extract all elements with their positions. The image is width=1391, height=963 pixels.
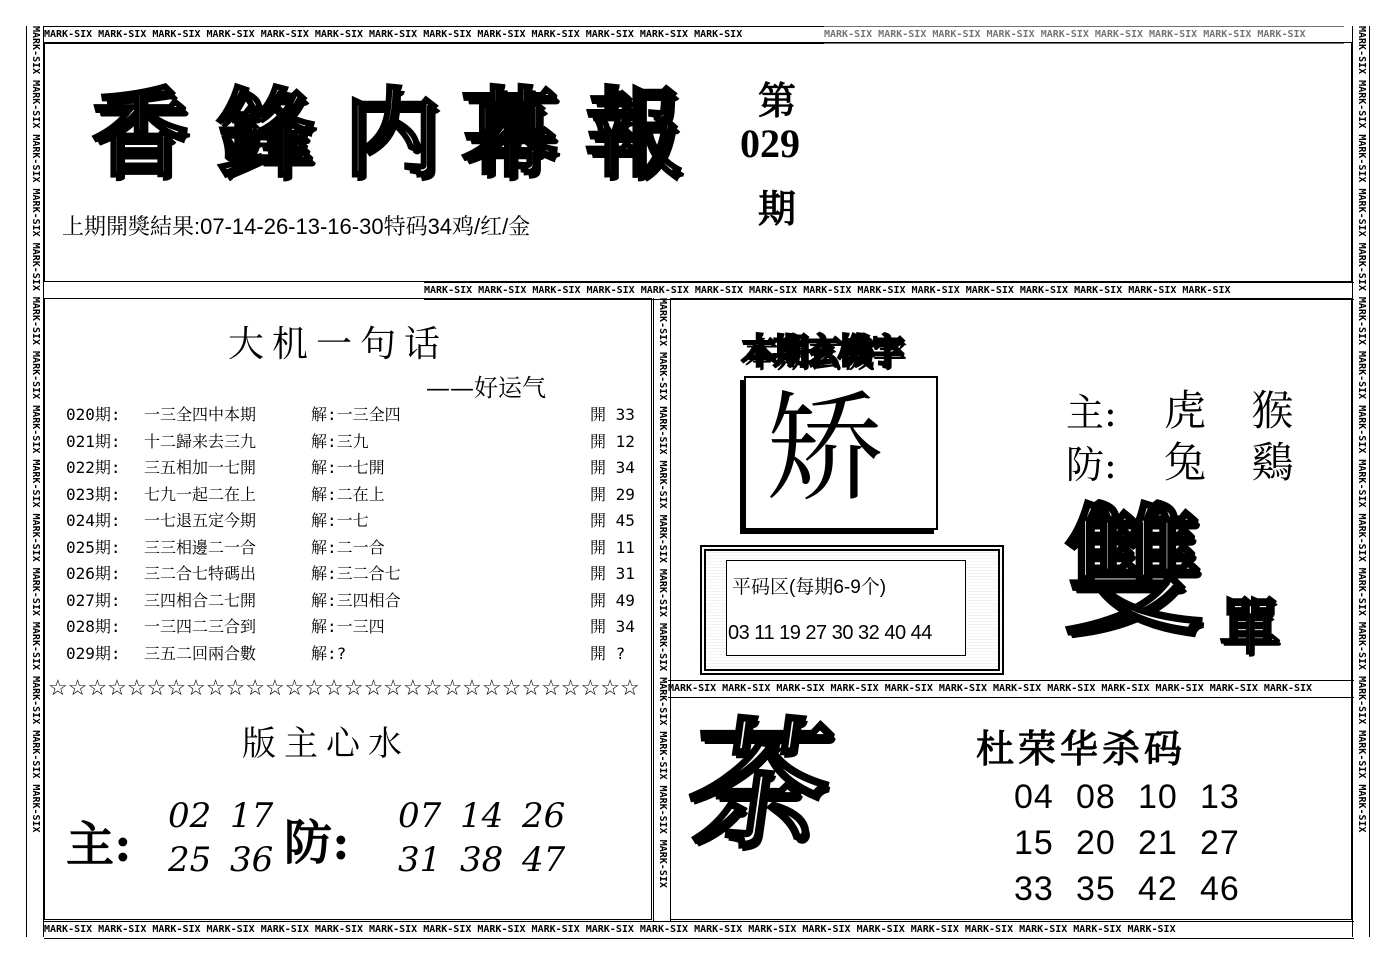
border-label: MARK-SIX (477, 29, 526, 40)
riddle-row (66, 588, 636, 614)
border-label: MARK-SIX (830, 683, 879, 694)
riddle-period: 022期: (66, 458, 121, 477)
issue-suffix: 期 (758, 189, 797, 231)
border-label: MARK-SIX (1182, 285, 1231, 296)
border-label: MARK-SIX (30, 567, 41, 616)
riddle-clue: 一七退五定今期 (144, 511, 257, 530)
border-label: MARK-SIX (586, 285, 635, 296)
riddle-period: 027期: (66, 590, 121, 610)
border-label: MARK-SIX (694, 285, 744, 296)
banzhu-guard-label: 防: (284, 815, 350, 871)
border-label: MARK-SIX (44, 29, 93, 40)
riddle-result: 開 11 (590, 537, 635, 557)
riddle-row (66, 561, 636, 587)
border-label: MARK-SIX (657, 514, 668, 563)
border-label: MARK-SIX (884, 683, 933, 694)
border-label: MARK-SIX (30, 26, 41, 75)
border-label: MARK-SIX (803, 285, 852, 296)
border-label: MARK-SIX (30, 784, 41, 833)
banzhu-guard-num: 26 (522, 796, 566, 836)
star-divider: ☆☆☆☆☆☆☆☆☆☆☆☆☆☆☆☆☆☆☆☆☆☆☆☆☆☆☆☆☆☆ (48, 676, 640, 701)
border-label: MARK-SIX (206, 924, 255, 935)
border-label: MARK-SIX (30, 242, 41, 291)
border-label: MARK-SIX (993, 683, 1042, 694)
border-label: MARK-SIX (1356, 730, 1367, 779)
kill-number: 10 (1138, 778, 1178, 816)
banzhu-main-num: 02 (168, 796, 212, 836)
issue-number: 029 (740, 121, 800, 166)
riddle-result: 開 31 (590, 564, 635, 583)
border-label: MARK-SIX (1356, 26, 1367, 75)
border-label: MARK-SIX (30, 513, 41, 562)
border-label: MARK-SIX (657, 677, 668, 726)
riddle-clue: 七九一起二在上 (144, 484, 257, 504)
border-label: MARK-SIX (1019, 924, 1068, 935)
border-label: MARK-SIX (802, 924, 851, 935)
kill-number: 08 (1076, 778, 1116, 816)
border-label: MARK-SIX (856, 924, 905, 935)
riddle-answer: 解:二在上 (311, 484, 385, 504)
kill-number: 21 (1138, 824, 1178, 862)
kill-number: 35 (1076, 870, 1116, 908)
border-label: MARK-SIX (1356, 405, 1367, 454)
border-label: MARK-SIX (1356, 567, 1367, 616)
title-char-3: 内 (344, 77, 440, 190)
border-label: MARK-SIX (314, 29, 364, 40)
zodiac-guard: 兔 鷄 (1164, 438, 1310, 487)
border-label: MARK-SIX (964, 924, 1014, 935)
border-label: MARK-SIX (1203, 29, 1252, 40)
border-label: MARK-SIX (694, 29, 743, 40)
kill-number: 42 (1138, 870, 1178, 908)
border-label: MARK-SIX (639, 29, 689, 40)
xuanji-char: 矫 (766, 379, 885, 517)
banzhu-title: 版主心水 (242, 724, 410, 764)
border-bottom-strip (44, 921, 1354, 939)
pingma-numbers: 03 11 19 27 30 32 40 44 (728, 622, 932, 644)
border-label: MARK-SIX (477, 924, 526, 935)
border-label: MARK-SIX (657, 460, 668, 509)
riddle-answer: 解:? (311, 643, 347, 663)
border-label: MARK-SIX (1356, 351, 1367, 400)
riddle-result: 開 45 (590, 511, 635, 530)
parity-small: 單 (1220, 593, 1280, 663)
border-label: MARK-SIX (532, 285, 581, 296)
banzhu-guard-num: 31 (398, 840, 442, 880)
border-label: MARK-SIX (657, 406, 668, 455)
border-label: MARK-SIX (932, 29, 981, 40)
border-label: MARK-SIX (531, 29, 580, 40)
border-label: MARK-SIX (657, 731, 668, 780)
border-label: MARK-SIX (585, 924, 634, 935)
title-char-4: 幕 (462, 77, 558, 190)
riddle-answer: 解:三四相合 (311, 590, 401, 610)
riddle-row (66, 641, 636, 667)
border-label: MARK-SIX (30, 459, 41, 508)
riddle-period: 024期: (66, 511, 121, 530)
riddle-answer: 解:二一合 (311, 537, 385, 557)
border-label: MARK-SIX (1019, 285, 1069, 296)
border-label: MARK-SIX (260, 924, 309, 935)
riddle-result: 開 49 (590, 590, 635, 610)
issue-prefix: 第 (758, 81, 797, 123)
riddle-row (66, 508, 636, 534)
border-label: MARK-SIX (152, 924, 201, 935)
riddle-result: 開 33 (590, 405, 635, 424)
riddle-answer: 解:三二合七 (311, 564, 401, 583)
border-label: MARK-SIX (694, 924, 743, 935)
border-label: MARK-SIX (910, 924, 959, 935)
border-label: MARK-SIX (657, 298, 668, 347)
banzhu-guard-num: 38 (460, 840, 504, 880)
border-label: MARK-SIX (911, 285, 960, 296)
pingma-title: 平码区(每期6-9个) (732, 577, 887, 598)
border-label: MARK-SIX (1074, 285, 1123, 296)
riddle-row (66, 535, 636, 561)
riddle-result: 開 34 (590, 617, 635, 636)
border-label: MARK-SIX (531, 924, 580, 935)
riddle-result: 開 34 (590, 458, 635, 477)
title-char-1: 香 (92, 77, 188, 190)
border-label: MARK-SIX (424, 285, 473, 296)
riddle-result: 開 12 (590, 431, 635, 451)
border-label: MARK-SIX (30, 676, 41, 725)
kill-number: 46 (1200, 870, 1240, 908)
riddle-clue: 一三全四中本期 (144, 405, 257, 424)
border-label: MARK-SIX (44, 924, 93, 935)
border-label: MARK-SIX (1356, 513, 1367, 562)
riddle-period: 026期: (66, 564, 121, 583)
border-label: MARK-SIX (1073, 924, 1122, 935)
border-label: MARK-SIX (1149, 29, 1198, 40)
border-label: MARK-SIX (657, 839, 668, 888)
border-label: MARK-SIX (1356, 80, 1367, 129)
border-label: MARK-SIX (30, 730, 41, 779)
riddle-row (66, 402, 636, 428)
border-label: MARK-SIX (776, 683, 825, 694)
border-label: MARK-SIX (30, 80, 41, 129)
banzhu-main-num: 17 (230, 796, 274, 836)
border-label: MARK-SIX (1094, 29, 1144, 40)
riddle-answer: 解:一七 (311, 511, 369, 530)
border-label: MARK-SIX (668, 683, 717, 694)
border-center-strip (653, 298, 671, 921)
riddle-period: 020期: (66, 405, 121, 424)
border-label: MARK-SIX (478, 285, 527, 296)
border-label: MARK-SIX (938, 683, 988, 694)
border-label: MARK-SIX (1209, 683, 1258, 694)
riddle-answer: 解:一三全四 (311, 405, 401, 424)
banzhu-main-num: 36 (230, 840, 274, 880)
riddle-row (66, 429, 636, 455)
title-char-2: 鋒 (218, 77, 314, 190)
border-label: MARK-SIX (639, 924, 689, 935)
border-label: MARK-SIX (369, 29, 418, 40)
border-label: MARK-SIX (1356, 242, 1367, 291)
border-label: MARK-SIX (30, 351, 41, 400)
border-label: MARK-SIX (423, 29, 472, 40)
border-label: MARK-SIX (1356, 621, 1367, 671)
xuanji-box (744, 376, 938, 530)
border-label: MARK-SIX (585, 29, 634, 40)
border-label: MARK-SIX (749, 285, 798, 296)
border-label: MARK-SIX (1047, 683, 1096, 694)
banzhu-guard-num: 14 (460, 796, 504, 836)
border-label: MARK-SIX (824, 29, 873, 40)
border-label: MARK-SIX (206, 29, 255, 40)
kill-number: 04 (1014, 778, 1054, 816)
riddle-period: 025期: (66, 537, 121, 557)
banzhu-main-label: 主: (66, 817, 132, 873)
killcode-title: 杜荣华杀码 (976, 726, 1187, 771)
border-label: MARK-SIX (1356, 459, 1367, 508)
border-label: MARK-SIX (30, 405, 41, 454)
border-label: MARK-SIX (260, 29, 309, 40)
riddle-clue: 三五二回兩合數 (144, 643, 257, 663)
last-draw-result: 上期開獎結果:07-14-26-13-16-30特码34鸡/红/金 (62, 214, 531, 239)
banzhu-guard-num: 07 (398, 796, 442, 836)
border-label: MARK-SIX (1356, 296, 1367, 346)
border-label: MARK-SIX (30, 621, 41, 671)
zodiac-main-label: 主: (1066, 391, 1117, 435)
border-label: MARK-SIX (1101, 683, 1150, 694)
riddle-period: 023期: (66, 484, 121, 504)
parity-big: 雙 (1064, 492, 1205, 655)
border-label: MARK-SIX (857, 285, 906, 296)
tianji-subtitle: ——好运气 (426, 374, 546, 402)
riddle-clue: 三二合七特碼出 (144, 564, 257, 583)
banzhu-main-num: 25 (168, 840, 212, 880)
border-label: MARK-SIX (1356, 134, 1367, 183)
border-label: MARK-SIX (98, 29, 147, 40)
border-label: MARK-SIX (657, 785, 668, 834)
riddle-result: 開 ? (590, 643, 626, 663)
border-label: MARK-SIX (314, 924, 364, 935)
kill-number: 15 (1014, 824, 1054, 862)
riddle-period: 029期: (66, 643, 121, 663)
zodiac-main: 虎 猴 (1164, 386, 1310, 435)
border-label: MARK-SIX (1356, 784, 1367, 833)
border-label: MARK-SIX (30, 134, 41, 183)
border-label: MARK-SIX (1127, 924, 1176, 935)
border-label: MARK-SIX (30, 296, 41, 346)
tea-char: 茶 (678, 704, 842, 868)
border-label: MARK-SIX (722, 683, 771, 694)
riddle-answer: 解:一七開 (311, 458, 385, 477)
border-label: MARK-SIX (657, 623, 668, 672)
border-label: MARK-SIX (965, 285, 1014, 296)
riddle-clue: 一三四二三合到 (144, 617, 257, 636)
border-label: MARK-SIX (986, 29, 1035, 40)
border-label: MARK-SIX (30, 188, 41, 237)
border-label: MARK-SIX (1257, 29, 1306, 40)
riddle-period: 028期: (66, 617, 121, 636)
riddle-row (66, 455, 636, 481)
riddle-clue: 三五相加一七開 (144, 458, 257, 477)
kill-number: 33 (1014, 870, 1054, 908)
border-label: MARK-SIX (1356, 188, 1367, 237)
border-label: MARK-SIX (748, 924, 797, 935)
riddle-row (66, 614, 636, 640)
riddle-clue: 十二歸来去三九 (144, 431, 257, 451)
riddle-row (66, 482, 636, 508)
banzhu-guard-num: 47 (522, 840, 566, 880)
border-label: MARK-SIX (1263, 683, 1313, 694)
riddle-clue: 三三相邊二一合 (144, 537, 257, 557)
zodiac-guard-label: 防: (1066, 443, 1117, 487)
xuanji-title: 本期玄機字 (742, 332, 902, 372)
border-right-strip (1352, 26, 1370, 937)
border-label: MARK-SIX (878, 29, 927, 40)
border-label: MARK-SIX (657, 568, 668, 618)
riddle-clue: 三四相合二七開 (144, 590, 257, 610)
border-left-strip (26, 26, 44, 937)
border-label: MARK-SIX (369, 924, 418, 935)
border-label: MARK-SIX (1356, 676, 1367, 725)
kill-number: 20 (1076, 824, 1116, 862)
riddle-answer: 解:三九 (311, 431, 369, 451)
border-label: MARK-SIX (1128, 285, 1177, 296)
riddle-result: 開 29 (590, 484, 635, 504)
riddle-answer: 解:一三四 (311, 617, 385, 636)
border-label: MARK-SIX (152, 29, 201, 40)
border-label: MARK-SIX (1040, 29, 1089, 40)
riddle-period: 021期: (66, 431, 121, 451)
border-label: MARK-SIX (657, 352, 668, 401)
border-label: MARK-SIX (640, 285, 689, 296)
border-label: MARK-SIX (1155, 683, 1204, 694)
title-char-5: 報 (586, 77, 682, 190)
border-label: MARK-SIX (423, 924, 472, 935)
kill-number: 13 (1200, 778, 1240, 816)
border-label: MARK-SIX (98, 924, 147, 935)
kill-number: 27 (1200, 824, 1240, 862)
tianji-title: 大机一句话 (228, 324, 449, 365)
